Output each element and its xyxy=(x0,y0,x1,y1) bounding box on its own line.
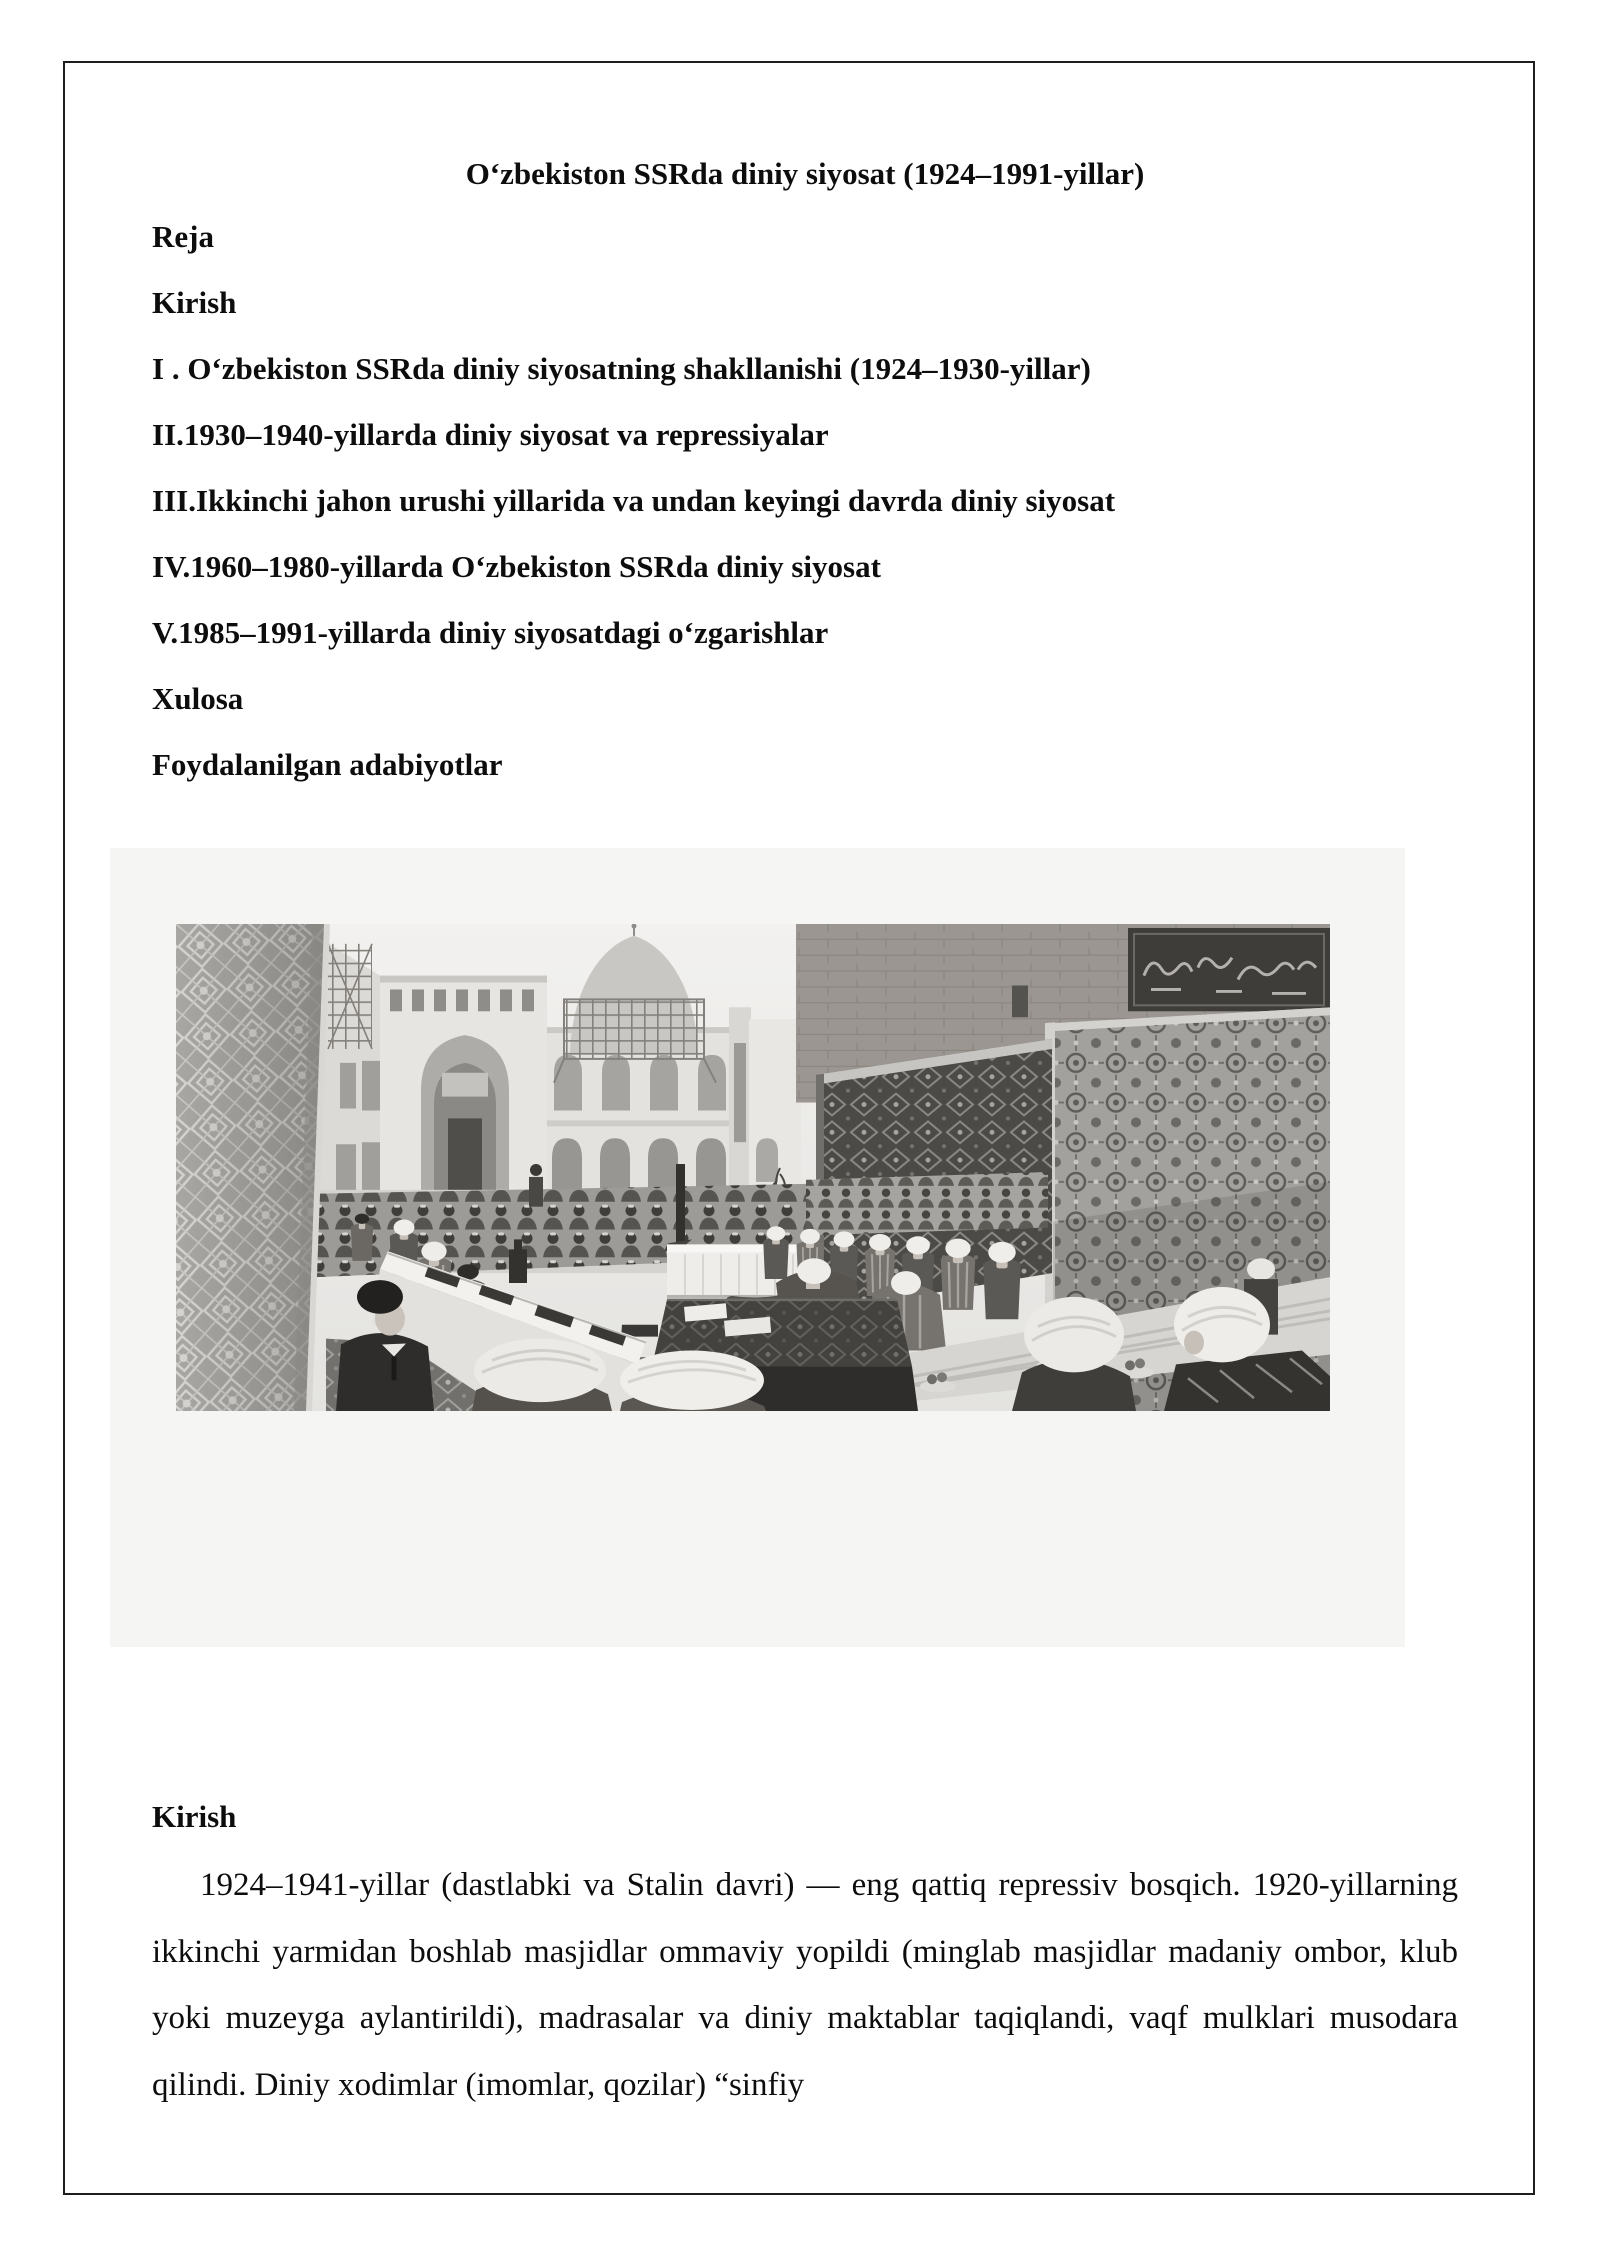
plan-item-2: II.1930–1940-yillarda diniy siyosat va repressiyalar xyxy=(152,417,829,452)
plan-item-5: V.1985–1991-yillarda diniy siyosatdagi o‘zgarishlar xyxy=(152,615,829,650)
courtyard-gathering-photo xyxy=(176,924,1330,1411)
mic-stand xyxy=(676,1164,685,1247)
section-heading-kirish: Kirish xyxy=(152,1799,237,1834)
scaffolding-tower xyxy=(328,944,372,1049)
left-tiled-wall xyxy=(176,924,330,1411)
plan-item-3: III.Ikkinchi jahon urushi yillarida va undan keyingi davrda diniy siyosat xyxy=(152,483,1116,518)
intro-paragraph: 1924–1941-yillar (dastlabki va Stalin davri) — eng qattiq repressiv bosqich. 1920-yillarning ikkinchi yarmidan boshlab masjidlar ommaviy yopildi (minglab masjidlar madaniy ombor, klub yoki muzeyga aylantirildi), madrasalar va diniy maktablar taqiqlandi, vaqf mulklari musodara qilindi. Diniy xodimlar (imomlar, qozilar) “sinfiy xyxy=(152,1867,1458,2103)
plan-item-kirish: Kirish xyxy=(152,285,237,320)
plan-item-xulosa: Xulosa xyxy=(152,681,244,716)
portal-door xyxy=(448,1118,482,1193)
plan-item-1: I . O‘zbekiston SSRda diniy siyosatning shakllanishi (1924–1930-yillar) xyxy=(152,351,1091,386)
plan-outline xyxy=(152,204,1458,798)
plan-item-4: IV.1960–1980-yillarda O‘zbekiston SSRda diniy siyosat xyxy=(152,549,881,584)
standing-figure xyxy=(529,1164,543,1207)
document-title: O‘zbekiston SSRda diniy siyosat (1924–1991-yillar) xyxy=(465,156,1145,191)
plan-item-adabiyotlar: Foydalanilgan adabiyotlar xyxy=(152,747,503,782)
plan-item-reja: Reja xyxy=(152,219,214,254)
image-placeholder xyxy=(110,848,1405,1647)
calligraphy-panel xyxy=(1128,928,1330,1011)
